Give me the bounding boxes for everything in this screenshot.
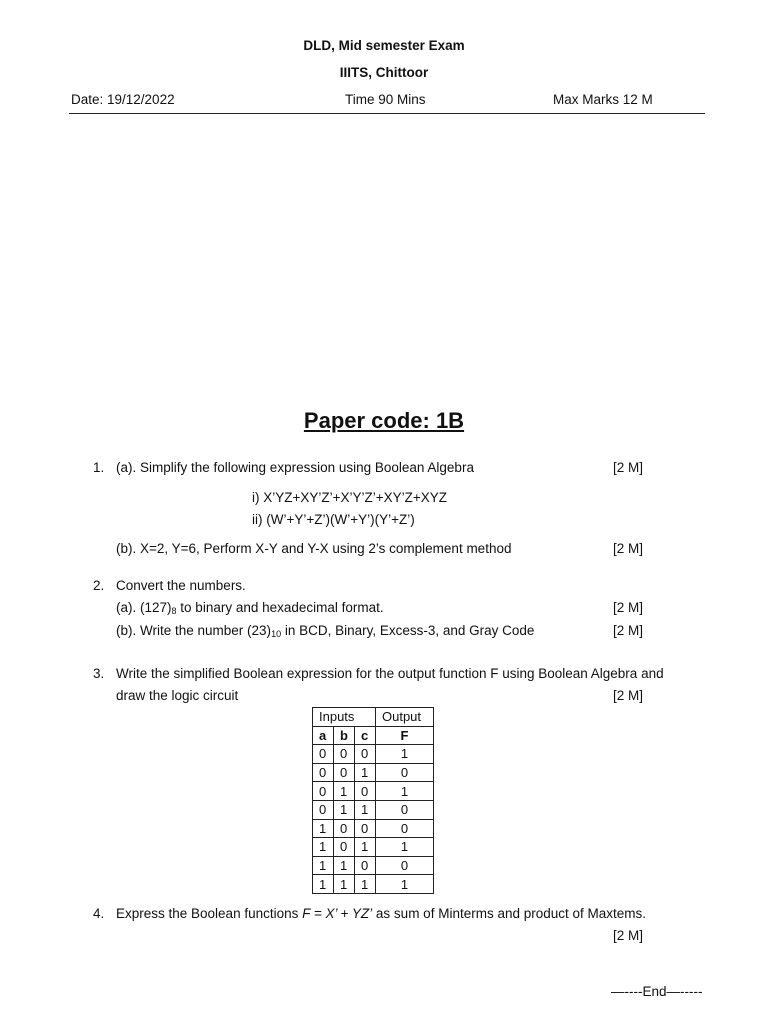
column-header: F <box>376 726 434 745</box>
q1a-expression-i: i) X’YZ+XY’Z’+X’Y’Z’+XY’Z+XYZ <box>252 490 448 505</box>
table-cell: 1 <box>376 745 434 764</box>
q1b-marks: [2 M] <box>613 541 644 556</box>
table-cell: 1 <box>313 819 334 838</box>
table-cell: 0 <box>376 800 434 819</box>
table-row <box>313 838 434 857</box>
table-cell: 1 <box>334 800 355 819</box>
table-cell: 0 <box>334 838 355 857</box>
table-cell: 0 <box>313 800 334 819</box>
output-header: Output <box>376 708 434 727</box>
column-header: b <box>334 726 355 745</box>
q1a-expression-ii: ii) (W’+Y’+Z’)(W’+Y’)(Y’+Z’) <box>252 512 415 527</box>
table-cell: 0 <box>355 856 376 875</box>
q2b-marks: [2 M] <box>613 623 644 638</box>
q3-text-line2: draw the logic circuit <box>116 688 239 703</box>
table-cell: 0 <box>376 819 434 838</box>
table-cell: 0 <box>334 745 355 764</box>
header-divider <box>69 113 705 114</box>
table-row <box>313 800 434 819</box>
truth-table-group-header <box>313 708 434 727</box>
max-marks: Max Marks 12 M <box>553 92 653 107</box>
q4-text: Express the Boolean functions F = X’ + YZ’ as sum of Minterms and product of Maxtems. <box>116 906 647 921</box>
q1a-marks: [2 M] <box>613 460 644 475</box>
q2-number: 2. <box>93 578 105 593</box>
q1-number: 1. <box>93 460 105 475</box>
q1b-text: (b). X=2, Y=6, Perform X-Y and Y-X using 2’s complement method <box>116 541 512 556</box>
table-row <box>313 745 434 764</box>
paper-code: Paper code: 1B <box>303 408 465 433</box>
table-cell: 1 <box>355 800 376 819</box>
exam-duration: Time 90 Mins <box>345 92 426 107</box>
table-cell: 1 <box>355 763 376 782</box>
truth-table <box>312 707 434 894</box>
inputs-header: Inputs <box>313 708 376 727</box>
exam-title: DLD, Mid semester Exam <box>303 38 465 53</box>
q2a-marks: [2 M] <box>613 600 644 615</box>
truth-table-column-header <box>313 726 434 745</box>
q2a-text: (a). $(127)_8$ to binary and hexadecimal format. <box>116 600 384 616</box>
institute-name: IIITS, Chittoor <box>339 65 429 80</box>
q3-text-line1: Write the simplified Boolean expression for the output function F using Boolean Algebra and <box>116 666 664 681</box>
table-cell: 1 <box>355 875 376 894</box>
q1a-text: (a). Simplify the following expression using Boolean Algebra <box>116 460 474 475</box>
table-cell: 0 <box>313 745 334 764</box>
table-cell: 0 <box>376 763 434 782</box>
table-cell: 1 <box>313 838 334 857</box>
table-cell: 1 <box>376 782 434 801</box>
column-header: c <box>355 726 376 745</box>
q3-number: 3. <box>93 666 105 681</box>
q2b-text: (b). Write the number $(23)_{10}$ in BCD, Binary, Excess-3, and Gray Code <box>116 623 535 639</box>
table-cell: 0 <box>355 782 376 801</box>
q4-number: 4. <box>93 906 105 921</box>
table-cell: 1 <box>313 856 334 875</box>
table-row <box>313 819 434 838</box>
table-cell: 0 <box>355 745 376 764</box>
table-cell: 1 <box>376 875 434 894</box>
table-cell: 1 <box>376 838 434 857</box>
table-cell: 1 <box>355 838 376 857</box>
table-row <box>313 763 434 782</box>
table-cell: 0 <box>376 856 434 875</box>
table-cell: 1 <box>334 856 355 875</box>
table-cell: 0 <box>313 763 334 782</box>
table-cell: 0 <box>355 819 376 838</box>
table-cell: 1 <box>313 875 334 894</box>
q2-text: Convert the numbers. <box>116 578 246 593</box>
q4-marks: [2 M] <box>613 928 644 943</box>
table-row <box>313 782 434 801</box>
column-header: a <box>313 726 334 745</box>
table-cell: 0 <box>334 819 355 838</box>
table-row <box>313 875 434 894</box>
table-cell: 0 <box>313 782 334 801</box>
exam-date: Date: 19/12/2022 <box>71 92 175 107</box>
q3-marks: [2 M] <box>613 688 644 703</box>
table-cell: 1 <box>334 782 355 801</box>
table-cell: 1 <box>334 875 355 894</box>
q4-expression: F = X’ + YZ’ <box>302 906 373 921</box>
end-marker: —----End—----- <box>611 984 703 999</box>
table-row <box>313 856 434 875</box>
table-cell: 0 <box>334 763 355 782</box>
